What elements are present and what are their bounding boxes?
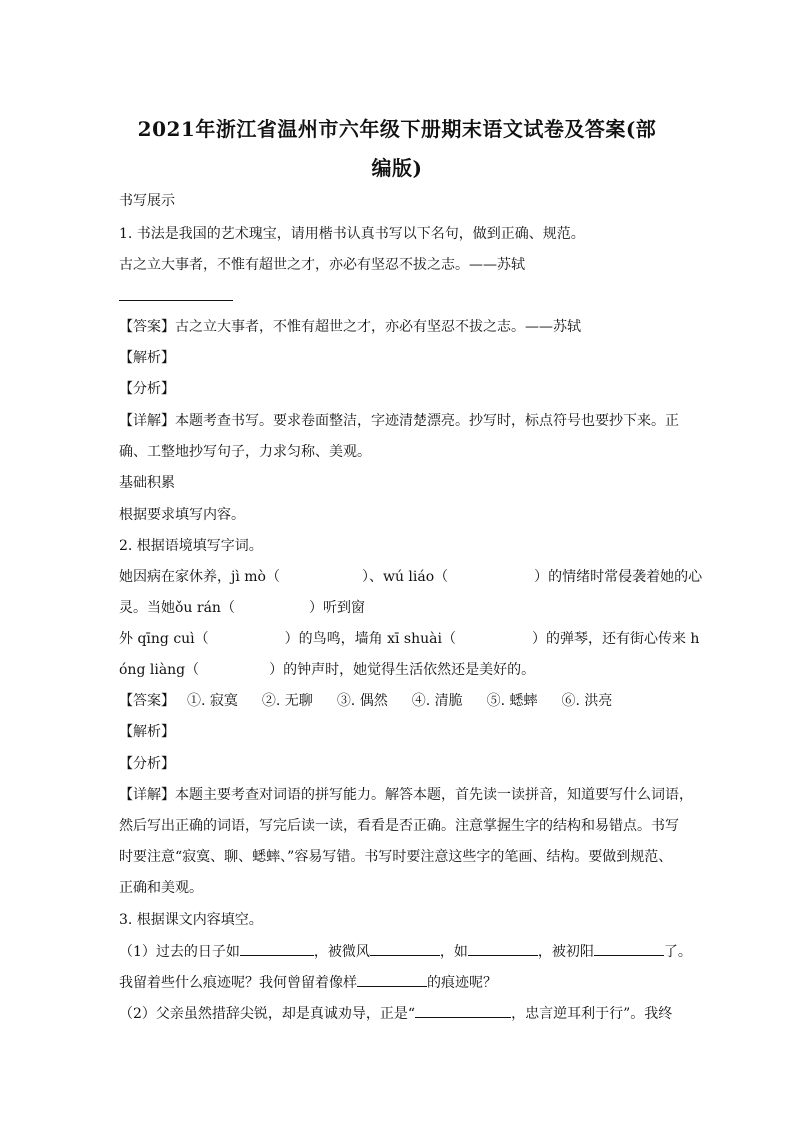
fill-blank[interactable] xyxy=(415,1003,511,1018)
answer-item: ⑤. 蟋蟀 xyxy=(486,693,538,709)
text-segment: ，被微风 xyxy=(313,944,370,960)
text-segment: （2）父亲虽然措辞尖锐，却是真诚劝导，正是“ xyxy=(119,1006,416,1022)
answer-1: 【答案】古之立大事者，不惟有超世之才，亦必有坚忍不拔之志。——苏轼 xyxy=(119,319,581,335)
fill-blank[interactable] xyxy=(370,941,440,956)
analysis-label: 【解析】 xyxy=(119,350,175,366)
text-segment: ，忠言逆耳利于行”。我终 xyxy=(511,1006,673,1022)
text-segment: ）、wú liáo（ xyxy=(361,569,449,585)
question-2-line1 xyxy=(119,567,702,587)
answer-item: ②. 无聊 xyxy=(261,693,313,709)
answer-2 xyxy=(119,691,612,711)
fill-blank[interactable] xyxy=(468,941,538,956)
text-segment: ，被初阳 xyxy=(537,944,594,960)
question-2-line3 xyxy=(119,629,699,649)
text-segment: ）听到窗 xyxy=(308,600,365,616)
text-segment: 灵。当她ǒu rán（ xyxy=(119,600,235,616)
text-segment: ，如 xyxy=(439,944,468,960)
text-segment: 的痕迹呢？ xyxy=(427,975,497,991)
document-title-line1: 2021年浙江省温州市六年级下册期末语文试卷及答案(部 xyxy=(137,117,657,141)
text-segment: 我留着些什么痕迹呢？我何曾留着像样 xyxy=(119,975,357,991)
answer-item: ⑥. 洪亮 xyxy=(561,693,613,709)
answer-label: 【答案】 xyxy=(119,693,175,709)
text-segment: ）的情绪时常侵袭着她的心 xyxy=(534,569,703,585)
question-3-part1-line2 xyxy=(119,972,497,993)
analysis-label: 【解析】 xyxy=(119,724,175,740)
question-1: 1. 书法是我国的艺术瑰宝，请用楷书认真书写以下名句，做到正确、规范。 xyxy=(119,226,585,242)
fenxi-label: 【分析】 xyxy=(119,756,175,772)
question-2: 2. 根据语境填写字词。 xyxy=(119,538,263,554)
fill-blank[interactable] xyxy=(357,972,427,987)
text-segment: 外 qīng cuì（ xyxy=(119,631,209,647)
question-3: 3. 根据课文内容填空。 xyxy=(119,912,263,928)
text-segment: óng liàng（ xyxy=(119,662,200,678)
fenxi-label: 【分析】 xyxy=(119,381,175,397)
detail-2-line4: 正确和美观。 xyxy=(119,880,203,896)
fill-blank[interactable] xyxy=(240,941,314,956)
text-segment: ）的弹琴，还有街心传来 h xyxy=(531,631,700,647)
detail-2-line2: 然后写出正确的词语，写完后读一读，看看是否正确。注意掌握生字的结构和易错点。书写 xyxy=(119,818,679,834)
question-2-line4 xyxy=(119,660,535,680)
question-2-line2 xyxy=(119,598,365,618)
detail-1-line1: 【详解】本题考查书写。要求卷面整洁，字迹清楚漂亮。抄写时，标点符号也要抄下来。正 xyxy=(119,413,679,429)
answer-item: ④. 清脆 xyxy=(411,693,463,709)
text-segment: 她因病在家休养，jì mò（ xyxy=(119,569,280,585)
text-segment: （1）过去的日子如 xyxy=(119,944,240,960)
fill-blank[interactable] xyxy=(594,941,664,956)
document-title-line2: 编版) xyxy=(371,156,423,180)
answer-item: ①. 寂寞 xyxy=(187,693,238,709)
answer-underline xyxy=(119,300,233,301)
quote-text: 古之立大事者，不惟有超世之才，亦必有坚忍不拔之志。——苏轼 xyxy=(119,257,525,273)
question-3-part2-line1 xyxy=(119,1003,672,1024)
answer-item: ③. 偶然 xyxy=(336,693,388,709)
detail-2-line3: 时要注意“寂寞、聊、蟋蟀、”容易写错。书写时要注意这些字的笔画、结构。要做到规范、 xyxy=(119,849,673,865)
section-heading-basics: 基础积累 xyxy=(119,475,175,491)
section-intro: 根据要求填写内容。 xyxy=(119,507,245,523)
text-segment: ）的钟声时，她觉得生活依然还是美好的。 xyxy=(269,662,536,678)
detail-1-line2: 确、工整地抄写句子，力求匀称、美观。 xyxy=(119,444,371,460)
text-segment: 了。 xyxy=(663,944,692,960)
detail-2-line1: 【详解】本题主要考查对词语的拼写能力。解答本题，首先读一读拼音，知道要写什么词语， xyxy=(119,787,693,803)
section-heading-writing: 书写展示 xyxy=(119,193,175,209)
question-3-part1-line1 xyxy=(119,941,692,962)
text-segment: ）的鸟鸣，墙角 xī shuài（ xyxy=(284,631,456,647)
